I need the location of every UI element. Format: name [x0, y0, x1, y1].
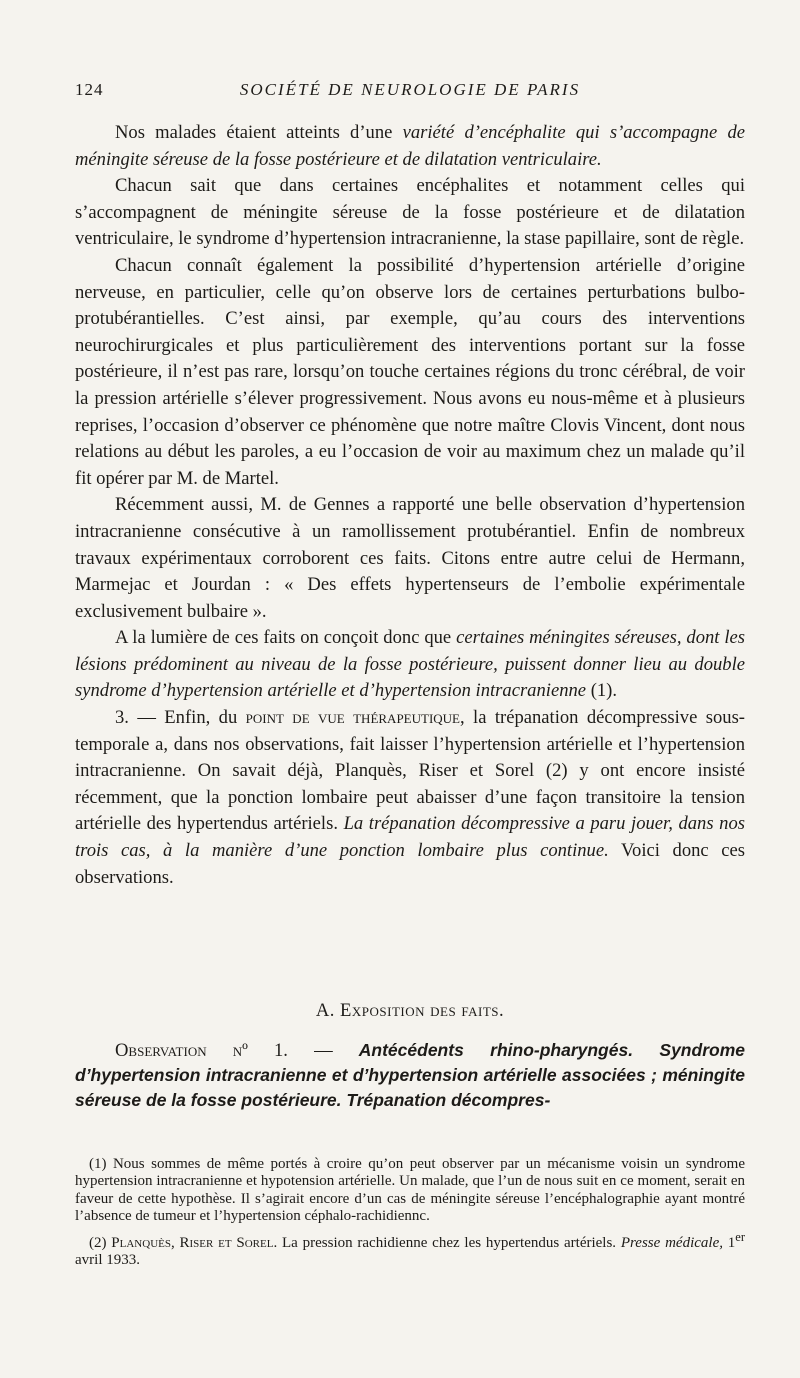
- observation-title: Antécédents rhino-pharyngés. Syndrome d’hypertension intracranienne et d’hypertension artérielle associées ; méningite séreuse de la fosse postérieure. Trépanation décompres-: [75, 1040, 745, 1110]
- paragraph-4: Récemment aussi, M. de Gennes a rapporté une belle observation d’hypertension intracranienne consécutive à un ramollissement protubérantiel. Enfin de nombreux travaux expérimentaux corroborent ces faits. Citons entre autre celui de Hermann, Marmejac et Jourdan : « Des effets hypertenseurs de l’embolie expérimentale exclusivement bulbaire ».: [75, 494, 745, 622]
- paragraph-5-emphasis: certaines méningites séreuses, dont les lésions prédominent au niveau de la fosse postérieure, puissent donner lieu au double syndrome d’hypertension artérielle et d’hypertension intracranienne: [75, 627, 745, 702]
- footnote-2-date: avril 1933.: [75, 1252, 140, 1269]
- paragraph-6-smallcaps: point de vue thérapeutique: [245, 707, 460, 729]
- paragraph-5-text: A la lumière de ces faits on conçoit donc que: [115, 627, 457, 649]
- footnote-2: [75, 1229, 745, 1270]
- paragraph-5-note-ref: (1).: [586, 680, 618, 702]
- paragraph-1: [75, 120, 745, 173]
- paragraph-6-text-b: , la trépanation décompressive sous-temporale a, dans nos observations, fait laisser l’hypertension artérielle et l’hypertension intracranienne. On savait déjà, Planquès, Riser et Sorel (2) y ont encore insisté récemment, que la ponction lombaire peut abaisser d’une façon transitoire la tension artérielle des hypertendus artériels.: [75, 707, 745, 835]
- paragraph-1-emphasis: variété d’encéphalite qui s’accompagne de méningite séreuse de la fosse postérieure et de dilatation ventriculaire.: [75, 122, 745, 170]
- footnote-2-ordinal: er: [735, 1229, 745, 1244]
- paragraph-2: Chacun sait que dans certaines encéphalites et notamment celles qui s’accompagnent de méningite séreuse de la fosse postérieure et de dilatation ventriculaire, le syndrome d’hypertension intracranienne, la stase papillaire, sont de règle.: [75, 175, 745, 250]
- paragraph-6-text-d: Voici donc ces observations.: [75, 840, 746, 888]
- paragraph-5: [75, 625, 745, 705]
- footnotes: [75, 1156, 745, 1269]
- footnote-2-day: 1: [722, 1234, 736, 1251]
- paragraph-6: [75, 705, 745, 891]
- running-head: SOCIÉTÉ DE NEUROLOGIE DE PARIS: [239, 80, 581, 99]
- section-letter: A.: [315, 1000, 341, 1021]
- page-number: 124: [75, 80, 104, 99]
- section-heading: [75, 1000, 745, 1022]
- footnote-1: (1) Nous sommes de même portés à croire qu’on peut observer par un mécanisme voisin un syndrome hypertension intracranienne et hypotension artérielle. Un malade, que l’un de nous suit en ce moment, serait en faveur de cette hypothèse. Il s’agirait encore d’un cas de méningite séreuse l’encéphalographie ayant montré l’absence de tumeur et l’hypertension céphalo-rachidiennc.: [75, 1156, 745, 1225]
- section-title-text: Exposition des faits.: [340, 1000, 505, 1021]
- page-header: [75, 80, 745, 108]
- paragraph-3: Chacun connaît également la possibilité d’hypertension artérielle d’origine nerveuse, en particulier, celle qu’on observe lors de certaines perturbations bulbo-protubérantielles. C’est ainsi, par exemple, qu’au cours des interventions neurochirurgicales et plus particulièrement des interventions portant sur la fosse postérieure, il n’est pas rare, lorsqu’on touche certaines régions du tronc cérébral, de voir la pression artérielle s’élever progressivement. Nous avons eu nous-même et à plusieurs reprises, l’occasion d’observer ce phénomène que notre maître Clovis Vincent, dont nous relations au début les paroles, a eu l’occasion de voir au maximum chez un malade qu’il fit opérer par M. de Martel.: [75, 254, 745, 489]
- body-text: [75, 120, 745, 891]
- footnote-2-num: (2): [89, 1234, 112, 1251]
- footnote-2-authors: Planquès, Riser et Sorel.: [111, 1234, 278, 1251]
- observation-label: Observation nº 1. —: [115, 1040, 359, 1061]
- observation-heading: [75, 1038, 745, 1113]
- paragraph-1-text: Nos malades étaient atteints d’une: [115, 122, 403, 143]
- observation-paragraph: [75, 1038, 745, 1113]
- footnote-2-journal: Presse médicale,: [620, 1234, 723, 1251]
- footnote-2-title: La pression rachidienne chez les hypertendus artériels.: [277, 1234, 621, 1251]
- paragraph-6-emphasis: La trépanation décompressive a paru jouer, dans nos trois cas, à la manière d’une ponction lombaire plus continue.: [75, 813, 745, 862]
- paragraph-6-text-a: 3. — Enfin, du: [115, 707, 246, 729]
